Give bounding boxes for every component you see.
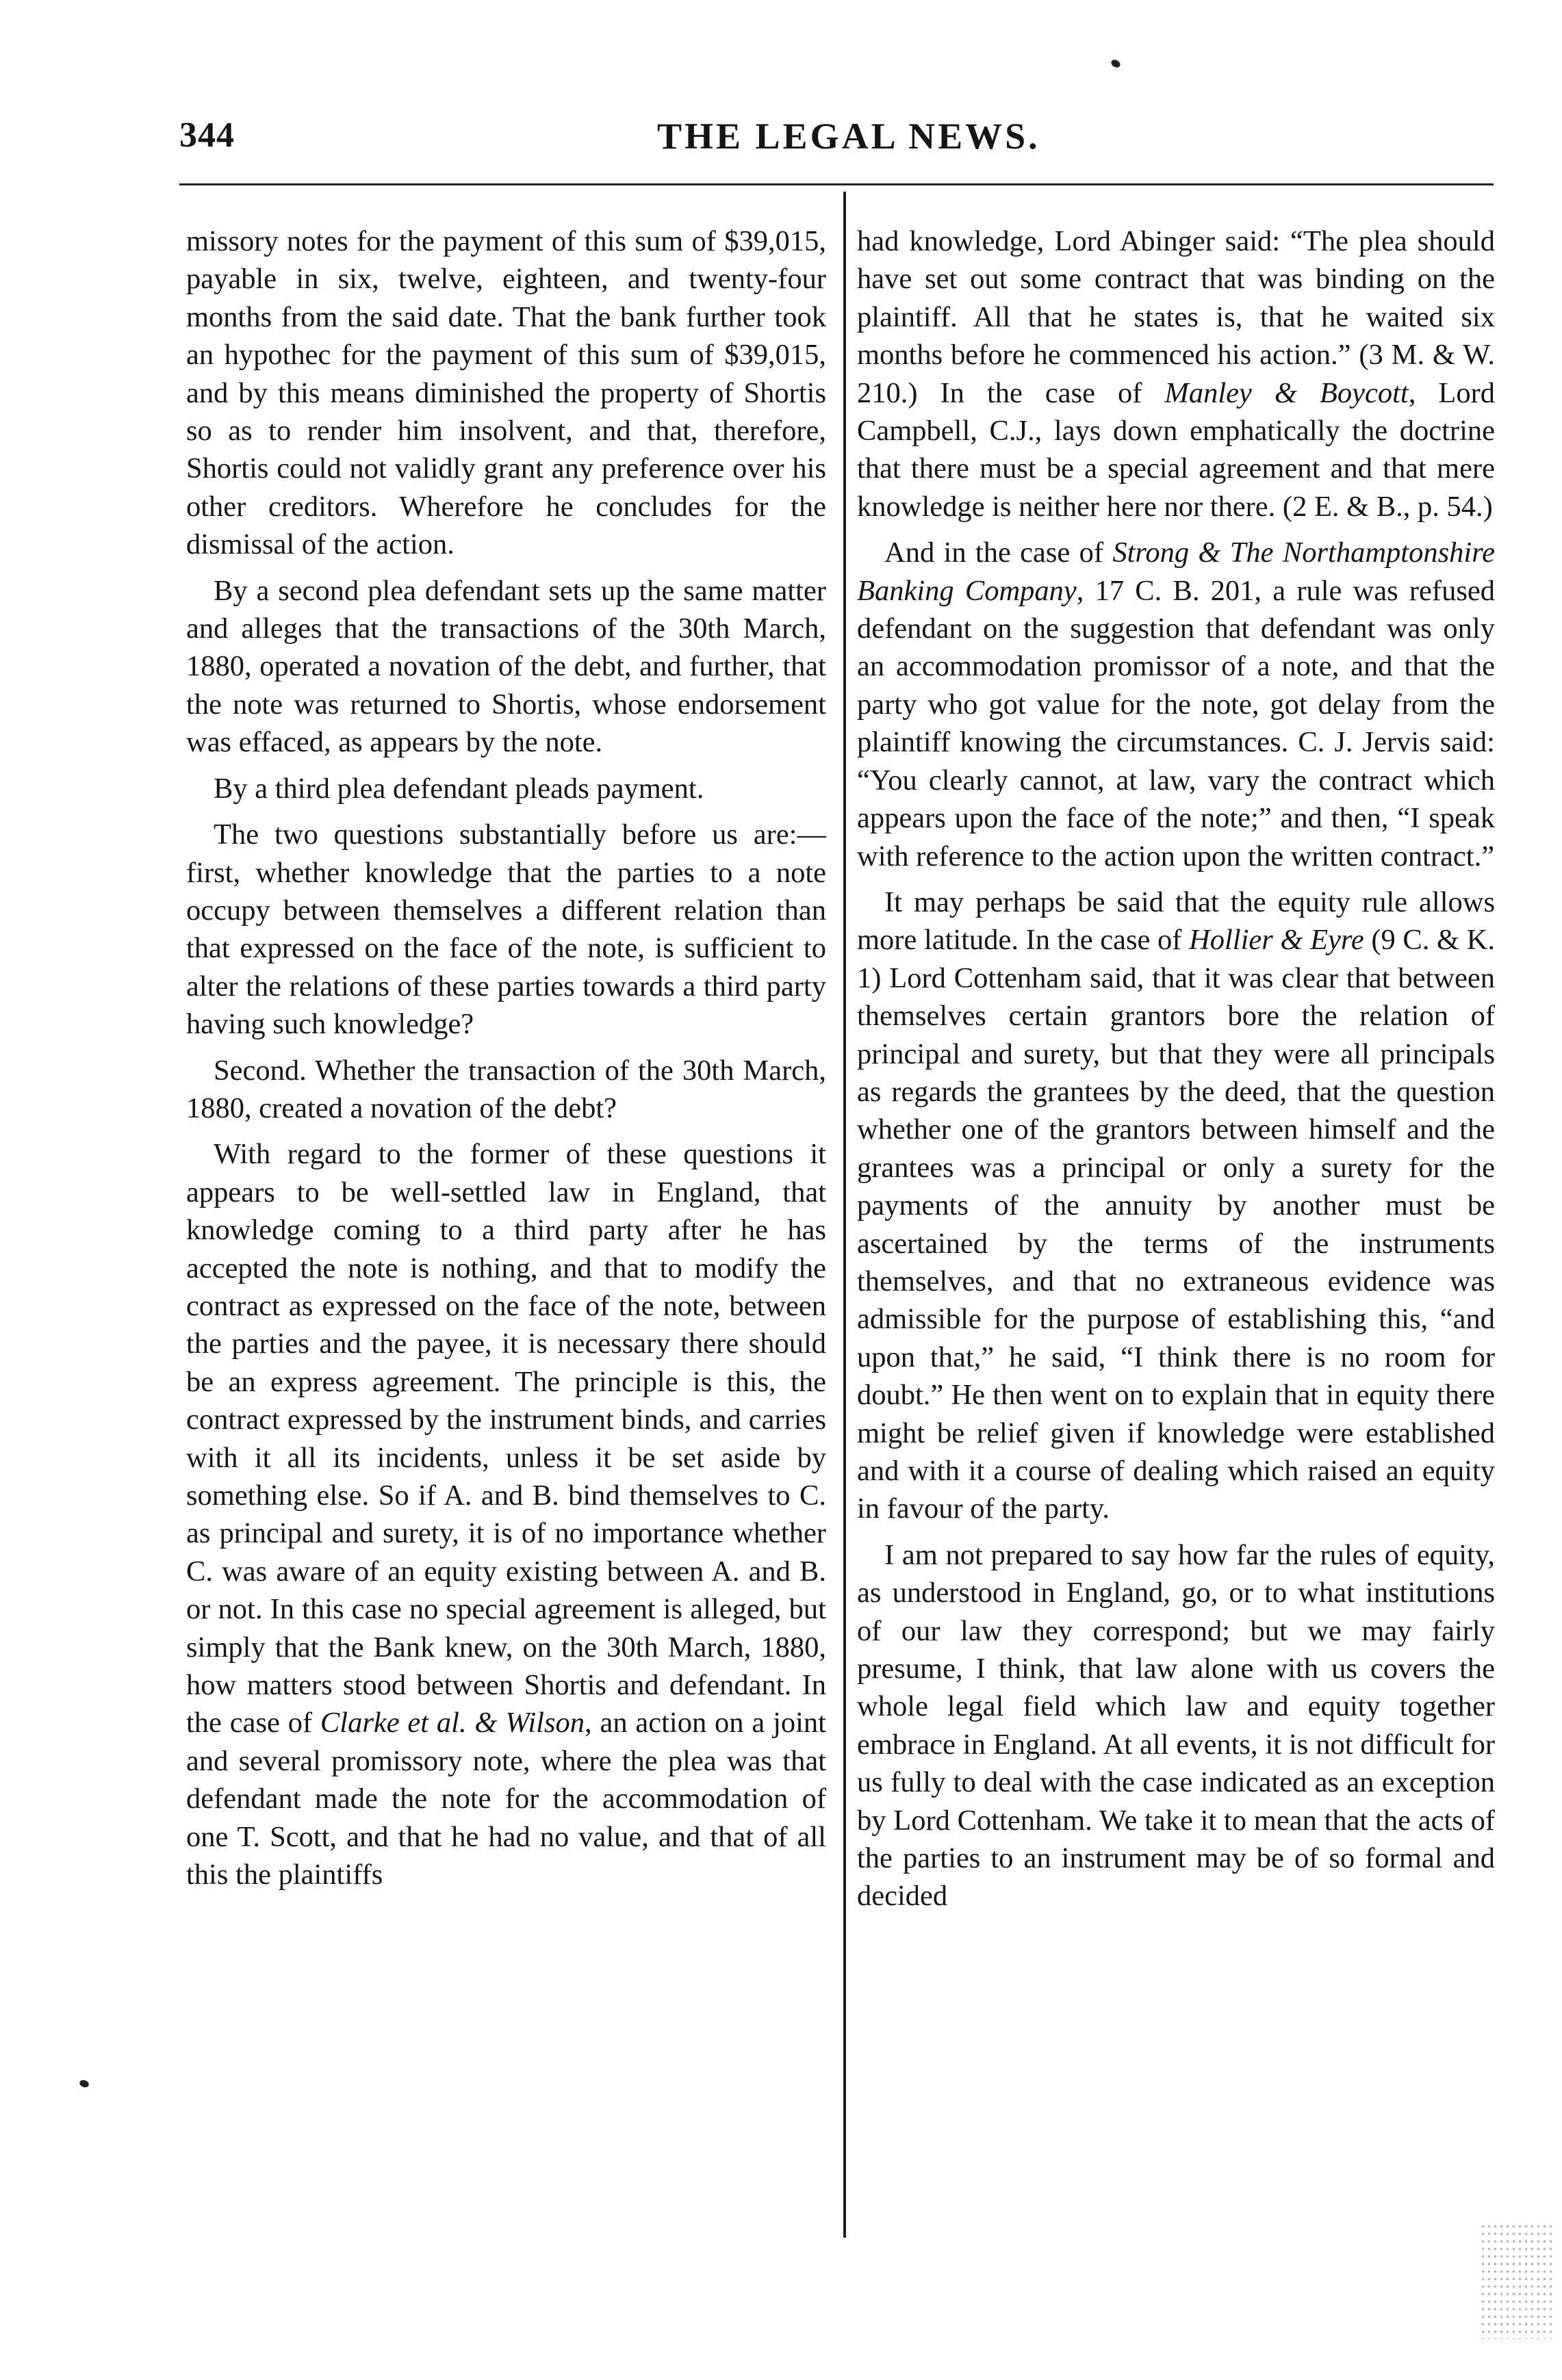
- ink-speck: [1110, 58, 1121, 69]
- left-paragraph-6-text-b: , an action on a joint and several promissory note, where the plea was that defendant made the note for the accommodation of one T. Scott, and that he had no value, and that of all this the plaintiffs: [186, 1707, 826, 1891]
- page-title: THE LEGAL NEWS.: [657, 116, 1040, 157]
- case-name-manley-boycott: Manley & Boycott: [1164, 376, 1409, 409]
- column-divider: [843, 192, 846, 2238]
- case-name-clarke-wilson: Clarke et al. & Wilson: [320, 1707, 585, 1739]
- left-paragraph-4: The two questions substantially before us are:—first, whether knowledge that the parties to a note occupy between themselves a different relation than that expressed on the face of the note, is sufficient to alter the relations of these parties towards a third party having such knowledge?: [186, 818, 826, 1041]
- right-paragraph-1-text-a: had knowledge, Lord Abinger said: “The plea should have set out some contract that was binding on the plaintiff. All that he states is, that he waited six months before he commenced his action.” (3 M. & W. 210.) In the case of: [857, 225, 1495, 409]
- left-paragraph-1: missory notes for the payment of this sum of $39,015, payable in six, twelve, eighteen, and twenty-four months from the said date. That the bank further took an hypothec for the payment of this sum of $39,015, and by this means diminished the property of Shortis so as to render him insolvent, and that, therefore, Shortis could not validly grant any preference over his other creditors. Wherefore he concludes for the dismissal of the action.: [186, 225, 826, 561]
- case-name-strong-banking: Strong & The Northamptonshire Banking Company: [857, 536, 1495, 607]
- header-rule: [179, 183, 1494, 185]
- left-paragraph-5: Second. Whether the transaction of the 30th March, 1880, created a novation of the debt?: [186, 1054, 826, 1124]
- ink-speck: [79, 2079, 90, 2088]
- page-number: 344: [179, 116, 235, 155]
- scan-noise: [1480, 2223, 1555, 2339]
- right-paragraph-3: [857, 883, 1495, 1528]
- right-paragraph-4: I am not prepared to say how far the rules of equity, as understood in England, go, or to what institutions of our law they correspond; but we may fairly presume, I think, that law alone with us covers the whole legal field which law and equity together embrace in England. At all events, it is not difficult for us fully to deal with the case indicated as an exception by Lord Cottenham. We take it to mean that the acts of the parties to an instrument may be of so formal and decided: [857, 1538, 1495, 1913]
- right-paragraph-1-text-b: , Lord Campbell, C.J., lays down emphatically the doctrine that there must be a special agreement and that mere knowledge is neither here nor there. (2 E. & B., p. 54.): [857, 376, 1495, 523]
- right-paragraph-3-text-a: It may perhaps be said that the equity rule allows more latitude. In the case of: [857, 885, 1495, 957]
- case-name-hollier-eyre: Hollier & Eyre: [1189, 924, 1364, 957]
- right-paragraph-3-text-b: (9 C. & K. 1) Lord Cottenham said, that it was clear that between themselves certain grantors bore the relation of principal and surety, but that they were all principals as regards the grantees by the deed, that the question whether one of the grantors between himself and the grantees was a principal or only a surety for the payments of the annuity by another must be ascertained by the terms of the instruments themselves, and that no extraneous evidence was admissible for the purpose of establishing this, “and upon that,” he said, “I think there is no room for doubt.” He then went on to explain that in equity there might be relief given if knowledge were established and with it a course of dealing which raised an equity in favour of the party.: [857, 924, 1495, 1525]
- left-column: [186, 222, 826, 1902]
- right-column: [857, 222, 1495, 1924]
- right-paragraph-2-text-b: , 17 C. B. 201, a rule was refused defendant on the suggestion that defendant was only an accommodation promissor of a note, and that the party who got value for the note, got delay from the plaintiff knowing the circumstances. C. J. Jervis said: “You clearly cannot, at law, vary the contract which appears upon the face of the note;” and then, “I speak with reference to the action upon the written contract.”: [857, 574, 1495, 872]
- right-paragraph-2-text-a: And in the case of: [884, 536, 1113, 569]
- left-paragraph-6: [186, 1135, 826, 1893]
- left-paragraph-3: By a third plea defendant pleads payment.: [214, 772, 704, 805]
- left-paragraph-2: By a second plea defendant sets up the same matter and alleges that the transactions of the 30th March, 1880, operated a novation of the debt, and further, that the note was returned to Shortis, whose endorsement was effaced, as appears by the note.: [186, 574, 826, 759]
- right-paragraph-2: [857, 534, 1495, 875]
- left-paragraph-6-text-a: With regard to the former of these questions it appears to be well-settled law in England, that knowledge coming to a third party after he has accepted the note is nothing, and that to modify the contract as expressed on the face of the note, between the parties and the payee, it is necessary there should be an express agreement. The principle is this, the contract expressed by the instrument binds, and carries with it all its incidents, unless it be set aside by something else. So if A. and B. bind themselves to C. as principal and surety, it is of no importance whether C. was aware of an equity existing between A. and B. or not. In this case no special agreement is alleged, but simply that the Bank knew, on the 30th March, 1880, how matters stood between Shortis and defendant. In the case of: [186, 1138, 826, 1739]
- right-paragraph-1: [857, 222, 1495, 526]
